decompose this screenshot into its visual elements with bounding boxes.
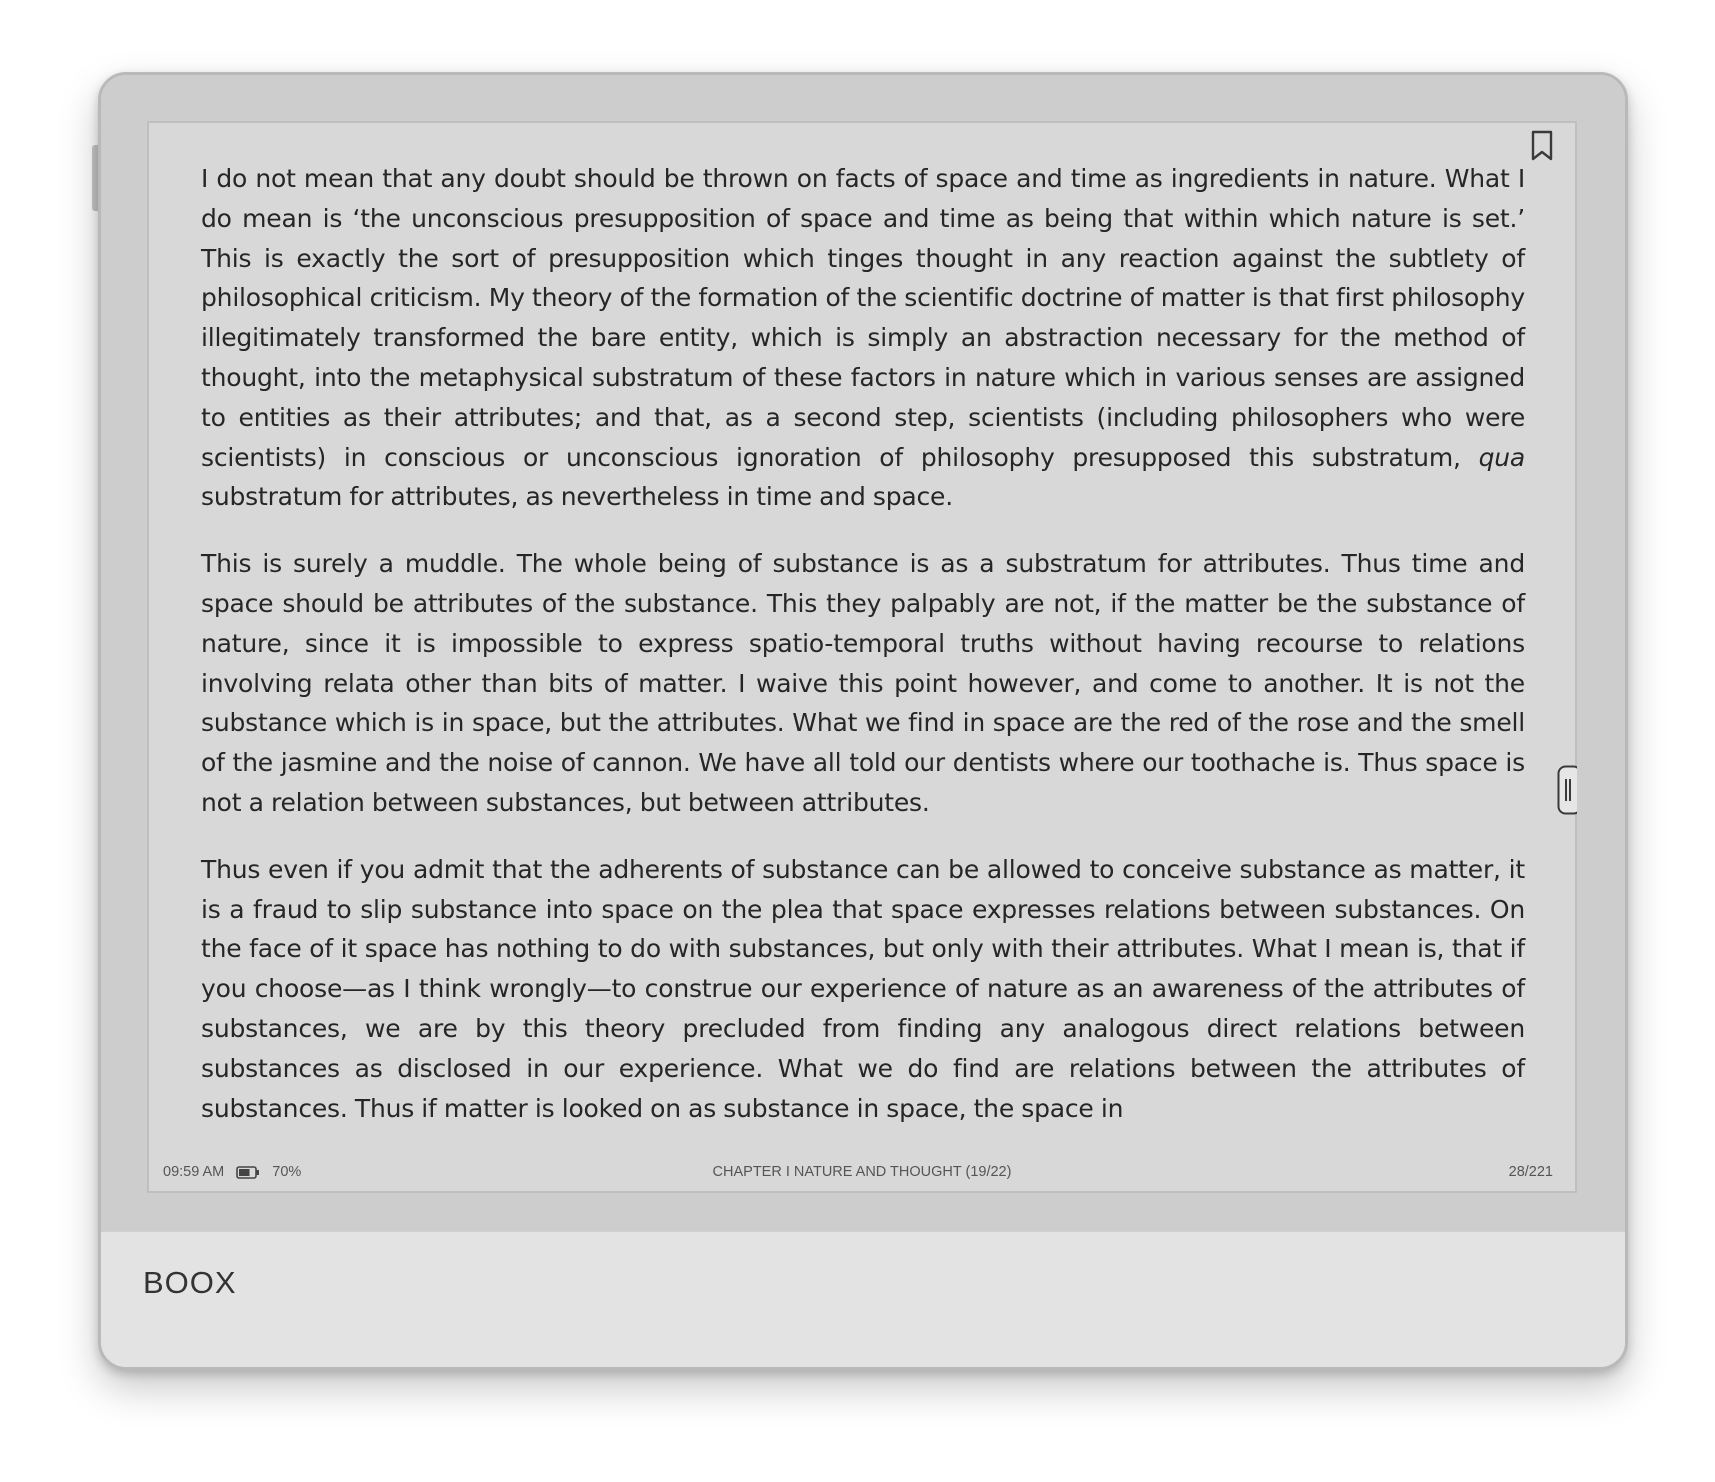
side-menu-handle-icon[interactable]	[1557, 765, 1577, 815]
battery-percent: 70%	[272, 1164, 302, 1180]
status-bar	[149, 1155, 1575, 1191]
paragraph: Thus even if you admit that the adherents of substance can be allowed to conceive substance as matter, it is a fraud to slip substance into space on the plea that space expresses relations between substances. On the face of it space has nothing to do with substances, but only with their attributes. What I mean is, that if you choose—as I think wrongly—to construe our experience of nature as an awareness of the attributes of substances, we are by this theory precluded from finding any analogous direct relations between substances as disclosed in our experience. What we do find are relations between the attributes of substances. Thus if matter is looked on as substance in space, the space in	[201, 854, 1525, 1123]
clock-time: 09:59 AM	[163, 1164, 225, 1180]
chapter-title[interactable]: CHAPTER I NATURE AND THOUGHT (19/22)	[712, 1164, 1012, 1180]
device-chin	[101, 1231, 1625, 1367]
reader-screen[interactable]	[147, 121, 1577, 1193]
paragraph: This is surely a muddle. The whole being of substance is as a substratum for attributes. Thus time and space should be attributes of the substance. This they palpably are not, if the matter be the substance of nature, since it is impossible to express spatio-temporal truths without having recourse to relations involving relata other than bits of matter. I waive this point however, and come to another. It is not the substance which is in space, but the attributes. What we find in space are the red of the rose and the smell of the jasmine and the noise of cannon. We have all told our dentists where our toothache is. Thus space is not a relation between substances, but between attributes.	[201, 549, 1525, 817]
emphasized-word: qua	[1478, 442, 1525, 472]
paragraph	[201, 159, 1525, 517]
ereader-device	[98, 72, 1628, 1370]
book-page-text[interactable]	[201, 159, 1525, 1155]
brand-logo: BOOX	[143, 1265, 237, 1300]
page-number[interactable]: 28/221	[1508, 1164, 1553, 1180]
paragraph-text: substratum for attributes, as nevertheless in time and space.	[201, 482, 953, 512]
bookmark-icon[interactable]	[1529, 129, 1555, 163]
paragraph-text: I do not mean that any doubt should be thrown on facts of space and time as ingredients in nature. What I do mean is ‘the unconscious presupposition of space and time as being that within which nature is set.’ This is exactly the sort of presupposition which tinges thought in any reaction against the subtlety of philosophical criticism. My theory of the formation of the scientific doctrine of matter is that first philosophy illegitimately transformed the bare entity, which is simply an abstraction necessary for the method of thought, into the metaphysical substratum of these factors in nature which in various senses are assigned to entities as their attributes; and that, as a second step, scientists (including philosophers who were scientists) in conscious or unconscious ignoration of philosophy presupposed this substratum,	[201, 164, 1525, 472]
